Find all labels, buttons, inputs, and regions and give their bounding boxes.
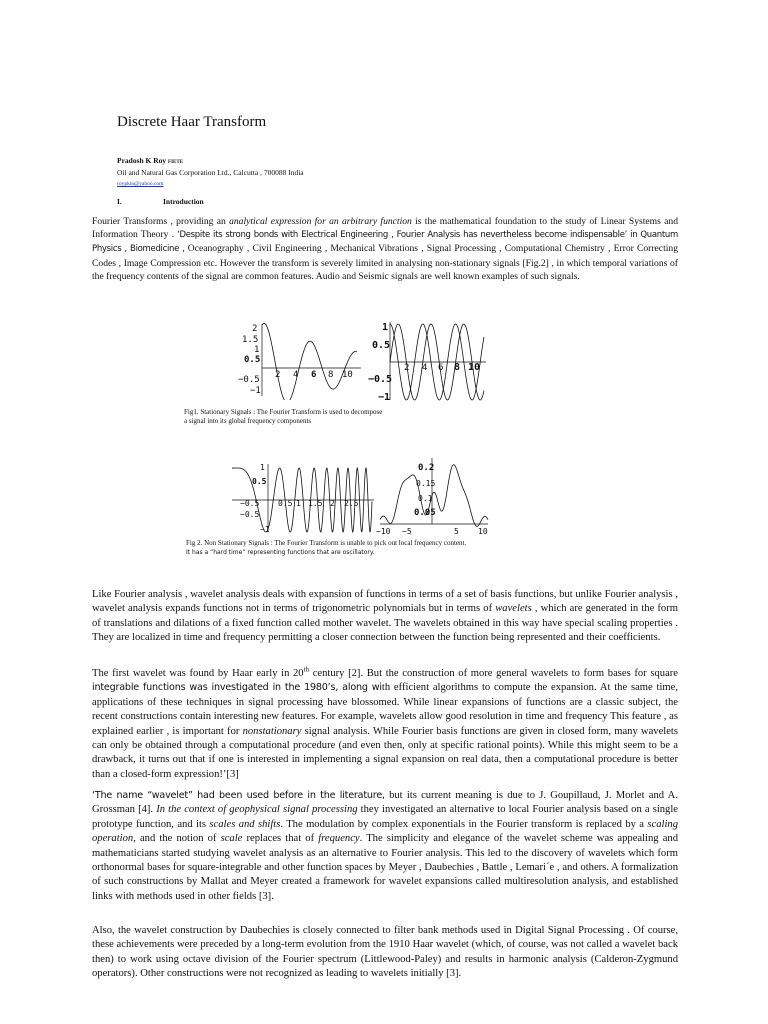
fig2-left-xtick: 1.5	[308, 499, 323, 508]
author-name: Pradosh K Roy	[117, 156, 167, 165]
fig1-right-xtick: 10	[468, 362, 481, 373]
fig1-caption-line: Fig1. Stationary Signals : The Fourier Transform is used to decompose	[184, 408, 383, 416]
intro-text-b: is the mathematical foundation to the study of Linear Systems and Information Theory .	[92, 216, 678, 241]
fig1-right-xtick: 6	[438, 363, 444, 373]
author-affiliation: Oil and Natural Gas Corporation Ltd., Calcutta , 700088 India	[117, 168, 304, 177]
fig2-left-xtick: 0.5	[278, 499, 293, 508]
para2-emphasis: wavelets	[495, 603, 532, 615]
intro-paragraph	[92, 215, 678, 283]
para3-text: signal analysis. While Fourier basis functions are given in closed form, many wavelets can only be obtained through a computational procedure (and even then, only at specific rational points). While this might seem to be a drawback, it turns out that if one is interested in implementing a signal expansion on real data, then a computational procedure is better than a closed-form expression!’[3]	[92, 725, 678, 780]
fig2-left-ytick: 1	[260, 463, 265, 472]
para2-text: Like Fourier analysis , wavelet analysis deals with expansion of functions in terms of a set of basis functions, but unlike Fourier analysis , wavelet analysis expands functions not in terms of trigonometric polynomials but in terms of	[92, 589, 678, 615]
section-heading	[117, 197, 204, 206]
paper-title: Discrete Haar Transform	[117, 114, 267, 130]
para3-text: century [2]. But the construction of more general wavelets to form bases for square	[309, 668, 678, 679]
para4-text: replaces that of	[242, 833, 319, 845]
fig2-caption-line: Fig 2. Non Stationary Signals : The Fourier Transform is unable to pick out local frequency content.	[186, 539, 467, 547]
fig1-left-plot	[226, 322, 366, 400]
para2-text: , which are generated in the form of translations and dilations of a fixed function called mother wavelet. The wavelets obtained in this way have special scaling properties . They are localized in time and frequency permitting a closer connection between the function being represented and their coefficients.	[92, 603, 678, 644]
author-email-link[interactable]: roypkin@yahoo.com	[117, 181, 164, 187]
fig1-left-xtick: 6	[311, 370, 317, 380]
fig1-left-xtick: 10	[342, 370, 353, 380]
fig2-right-xtick: −5	[402, 527, 412, 536]
fig2-caption-line: It has a “hard time” representing functions that are oscillatory.	[186, 549, 375, 556]
para4-text: . The modulation by complex exponentials in the Fourier transform is replaced by a	[280, 818, 648, 830]
para4-text: , and the notion of	[133, 833, 221, 845]
author-suffix: FIETE	[168, 160, 184, 165]
fig1-left-ytick: 1	[254, 345, 260, 355]
fig2-right-xtick: −10	[376, 527, 391, 536]
fig2-right-plot	[372, 456, 492, 538]
fig2-right-ytick: 0.1	[418, 494, 433, 503]
fig1-right-xtick: 8	[454, 362, 461, 373]
para4-text: but its current meaning is due to J. Goupillaud, J. Morlet and A. Grossman [4].	[92, 790, 678, 816]
fig2-left-ytick: −1	[260, 525, 270, 534]
fig2-left-plot	[226, 462, 376, 534]
author-block	[117, 156, 304, 189]
fig1-left-ytick: 1.5	[242, 335, 259, 345]
fig1-right-ytick: −1	[378, 392, 391, 402]
fig1-right-ytick: 0.5	[372, 340, 391, 351]
fig2-left-xtick: 2	[330, 499, 335, 508]
paragraph-wavelets-intro	[92, 588, 678, 646]
fig2-right-ytick: 0.05	[414, 508, 436, 518]
fig2-left-xtick: −0.5	[240, 499, 260, 508]
para4-text: they investigated an alternative to local Fourier analysis based on a single prototype function, and its	[92, 804, 678, 830]
intro-text-c: Oceanography , Civil Engineering , Mechanical Vibrations , Signal Processing , Computational Chemistry , Error Correcting Codes , Image Compression etc. However the transform is severely limited in analysing non-stationary signals [Fig.2] , in which temporal variations of the frequency contents of the signal are common features. Audio and Seismic signals are well known examples of such signals.	[92, 243, 678, 282]
fig2-right-xtick: 5	[454, 527, 459, 536]
paragraph-wavelet-name	[92, 789, 678, 904]
section-number: I.	[117, 197, 122, 206]
fig1-caption-line: a signal into its global frequency components	[184, 417, 312, 425]
para3-text: The first wavelet was found by Haar early in 20	[92, 668, 304, 679]
fig2-caption	[186, 539, 466, 557]
fig2-left-xtick: 1	[296, 499, 301, 508]
fig1-left-xtick: 4	[293, 370, 299, 380]
intro-emphasis: analytical expression for an arbitrary function	[229, 216, 412, 227]
fig2-right-xtick: 10	[478, 527, 488, 536]
fig2-left-ytick: 0.5	[252, 477, 267, 486]
fig1-left-ytick: −1	[250, 386, 261, 396]
para4-emphasis: scales and shifts	[209, 818, 281, 830]
fig2-left-xtick: 2.5	[344, 499, 359, 508]
intro-text-a: Fourier Transforms , providing an	[92, 216, 230, 227]
fig1-right-ytick: 1	[382, 322, 389, 333]
para4-emphasis: scale	[220, 833, 243, 845]
para4-text: . The simplicity and elegance of the wavelet scheme was appealing and mathematicians started studying wavelet analysis as an alternative to Fourier analysis. This led to the discovery of wavelets which form orthonormal bases for square-integrable and other function spaces by Meyer , Daubechies , Battle , Lemari´e , and others. A formalization of such constructions by Mallat and Meyer created a framework for wavelet expansions called multiresolution analysis, and established links with methods used in other fields [3].	[92, 833, 678, 902]
fig2-right-ytick: 0.15	[416, 479, 436, 488]
intro-quote: ‘Despite its strong bonds with Electrical Engineering , Fourier Analysis has nevertheless become indispensable’ in Quantum Physics , Biomedicine ,	[92, 230, 678, 255]
fig1-right-xtick: 2	[404, 363, 410, 373]
fig2-right-ytick: 0.2	[418, 463, 435, 473]
fig1-left-ytick: −0.5	[238, 375, 260, 385]
fig1-right-plot	[368, 320, 488, 402]
paragraph-daubechies: Also, the wavelet construction by Daubechies is closely connected to filter bank methods used in Digital Signal Processing . Of course, these achievements were preceded by a long-term evolution from the 1910 Haar wavelet (which, of course, was not called a wavelet back then) to work using octave division of the Fourier spectrum (Littlewood-Paley) and results in harmonic analysis (Calderon-Zygmund operators). Other constructions were not recognized as leading to wavelets initially [3].	[92, 925, 678, 980]
fig1-caption	[184, 408, 382, 426]
fig1-left-xtick: 2	[275, 370, 281, 380]
fig1-right-ytick: −0.5	[368, 374, 393, 385]
para4-quote: ‘The name “wavelet” had been used before in the literature,	[92, 790, 385, 801]
fig2-left-ytick: −0.5	[240, 510, 260, 519]
fig1-left-ytick: 2	[252, 324, 258, 334]
para3-text: th efficient algorithms to compute the expansion. At the same time, applications of these techniques in signal processing have blossomed. While linear expansions of functions are a classic subject, the recent constructions contain interesting new features. For example, wavelets allow good resolution in time and frequency This feature , as explained earlier , is important for	[92, 682, 679, 737]
para3-superscript: th	[303, 665, 310, 674]
section-title: Introduction	[163, 197, 204, 206]
fig1-right-xtick: 4	[422, 363, 428, 373]
para4-emphasis: frequency	[318, 833, 360, 845]
para3-emphasis: nonstationary	[242, 725, 302, 737]
fig1-left-ytick: 0.5	[244, 355, 261, 365]
para4-emphasis: In the context of geophysical signal processing	[156, 804, 358, 816]
fig1-left-xtick: 8	[328, 370, 334, 380]
para4-emphasis: scaling operation	[92, 818, 679, 845]
paragraph-haar-history	[92, 667, 678, 782]
para3-quote: integrable functions was investigated in the 1980’s, along wi	[92, 682, 382, 694]
